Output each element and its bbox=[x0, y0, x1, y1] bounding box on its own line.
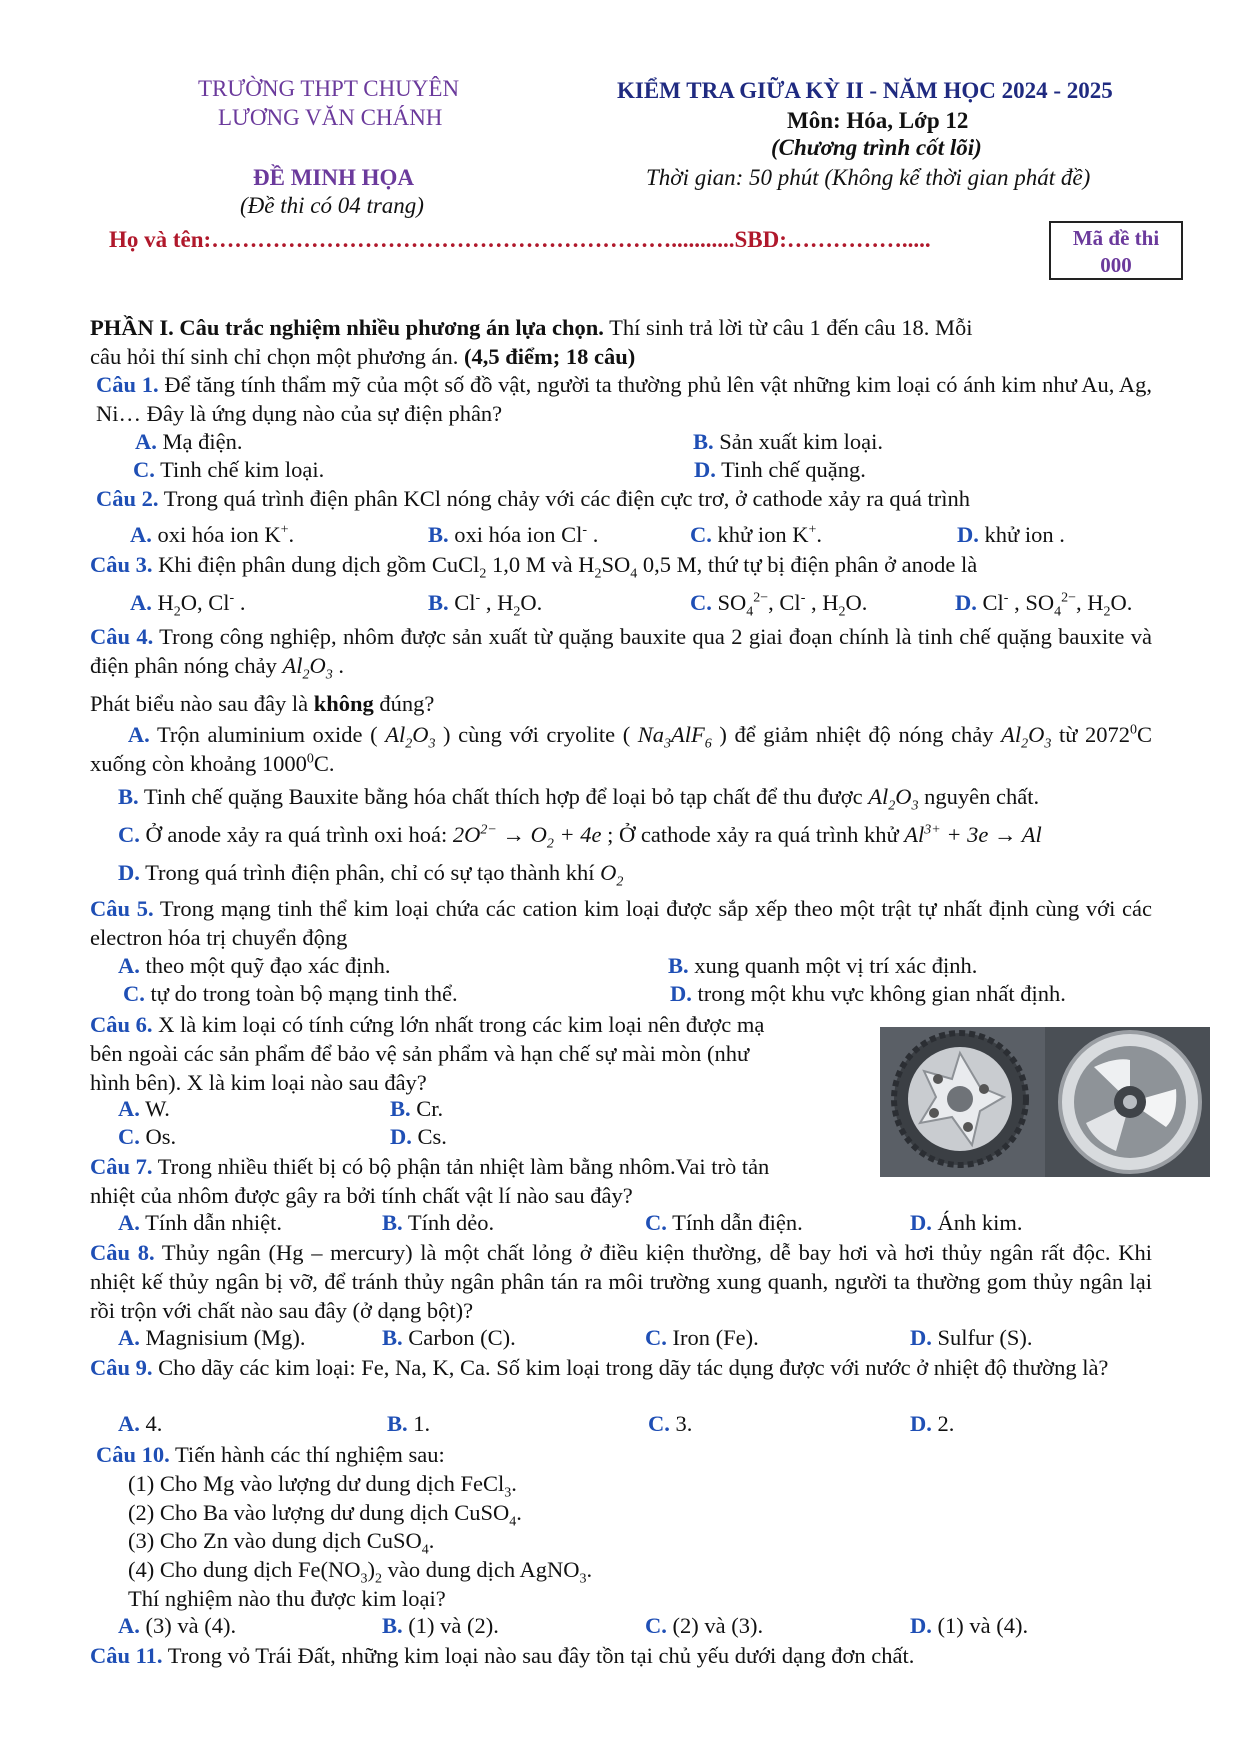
page-count: (Đề thi có 04 trang) bbox=[240, 193, 424, 218]
q5-option-b[interactable]: B. xung quanh một vị trí xác định. bbox=[668, 953, 978, 978]
question-10: Câu 10. Tiến hành các thí nghiệm sau: bbox=[96, 1442, 445, 1467]
q6-option-d[interactable]: D. Cs. bbox=[390, 1124, 447, 1149]
q10-option-a[interactable]: A. (3) và (4). bbox=[118, 1613, 237, 1638]
q10-experiment-1: (1) Cho Mg vào lượng dư dung dịch FeCl$_3$. bbox=[128, 1471, 517, 1501]
q5-option-d[interactable]: D. trong một khu vực không gian nhất định. bbox=[670, 981, 1066, 1006]
part1-intro: PHẦN I. Câu trắc nghiệm nhiều phương án lựa chọn. Thí sinh trả lời từ câu 1 đến câu 18. Mỗi câu hỏi thí sinh chỉ chọn một phương án. (4,5 điểm; 18 câu) bbox=[90, 315, 973, 369]
exam-code-value: 000 bbox=[1100, 253, 1132, 277]
question-1: Câu 1. Để tăng tính thẩm mỹ của một số đồ vật, người ta thường phủ lên vật những kim loại có ánh kim như Au, Ag, Ni… Đây là ứng dụng nào của sự điện phân? bbox=[96, 372, 1152, 426]
q10-stem: Thí nghiệm nào thu được kim loại? bbox=[128, 1586, 446, 1611]
q6-option-a[interactable]: A. W. bbox=[118, 1096, 170, 1121]
q10-option-d[interactable]: D. (1) và (4). bbox=[910, 1613, 1029, 1638]
q10-option-c[interactable]: C. (2) và (3). bbox=[645, 1613, 764, 1638]
q7-option-b[interactable]: B. Tính dẻo. bbox=[382, 1210, 495, 1235]
q9-option-a[interactable]: A. 4. bbox=[118, 1411, 163, 1436]
school-name-line2: LƯƠNG VĂN CHÁNH bbox=[218, 105, 443, 130]
q4-option-c[interactable]: C. Ở anode xảy ra quá trình oxi hoá: $2O^{2-} \to O_2 + 4e$ ; Ở cathode xảy ra quá trình khử $Al^{3+} + 3e \to Al$ bbox=[118, 822, 1042, 852]
program: (Chương trình cốt lõi) bbox=[771, 135, 982, 160]
sbd-label: SBD: bbox=[734, 227, 787, 252]
q1-option-a[interactable]: A. Mạ điện. bbox=[135, 429, 243, 454]
q10-experiment-4: (4) Cho dung dịch $Fe(NO_3)_2$ vào dung dịch AgNO$_3$. bbox=[128, 1557, 593, 1587]
sbd-dots: ……………..... bbox=[786, 227, 931, 252]
question-9: Câu 9. Cho dãy các kim loại: Fe, Na, K, Ca. Số kim loại trong dãy tác dụng được với nước ở nhiệt độ thường là? bbox=[90, 1355, 1109, 1380]
question-4-stem: Phát biểu nào sau đây là không đúng? bbox=[90, 691, 435, 716]
q5-option-a[interactable]: A. theo một quỹ đạo xác định. bbox=[118, 953, 391, 978]
q5-option-c[interactable]: C. tự do trong toàn bộ mạng tinh thể. bbox=[123, 981, 458, 1006]
q9-option-b[interactable]: B. 1. bbox=[387, 1411, 431, 1436]
q7-option-c[interactable]: C. Tính dẫn điện. bbox=[645, 1210, 803, 1235]
q4-option-d[interactable]: D. Trong quá trình điện phân, chỉ có sự tạo thành khí $O_2$ bbox=[118, 860, 624, 890]
exam-code-label: Mã đề thi bbox=[1072, 226, 1160, 250]
q4-option-a[interactable]: A. Trộn aluminium oxide ( $Al_2O_3$ ) cùng với cryolite ( $Na_3AlF_6$ ) để giảm nhiệt độ nóng chảy $Al_2O_3$ từ 2072$^0$C xuống còn khoảng 1000$^0$C. bbox=[90, 722, 1152, 776]
chrome-parts-photo bbox=[880, 1027, 1210, 1177]
q8-option-d[interactable]: D. Sulfur (S). bbox=[910, 1325, 1033, 1350]
exam-title: KIỂM TRA GIỮA KỲ II - NĂM HỌC 2024 - 2025 bbox=[617, 78, 1113, 103]
q1-option-b[interactable]: B. Sản xuất kim loại. bbox=[693, 429, 883, 454]
school-name-line1: TRƯỜNG THPT CHUYÊN bbox=[198, 76, 460, 101]
q10-option-b[interactable]: B. (1) và (2). bbox=[382, 1613, 499, 1638]
question-8: Câu 8. Thủy ngân (Hg – mercury) là một chất lỏng ở điều kiện thường, dễ bay hơi và hơi thủy ngân rất độc. Khi nhiệt kế thủy ngân bị vỡ, để tránh thủy ngân phân tán ra môi trường xung quanh, người ta thường gom thủy ngân lại rồi trộn với chất nào sau đây (ở dạng bột)? bbox=[90, 1240, 1153, 1323]
q7-option-a[interactable]: A. Tính dẫn nhiệt. bbox=[118, 1210, 282, 1235]
q10-experiment-3: (3) Cho Zn vào dung dịch CuSO$_4$. bbox=[128, 1528, 435, 1558]
question-2: Câu 2. Trong quá trình điện phân KCl nóng chảy với các điện cực trơ, ở cathode xảy ra quá trình bbox=[96, 486, 970, 511]
exam-time: Thời gian: 50 phút (Không kể thời gian phát đề) bbox=[646, 165, 1091, 190]
subject: Môn: Hóa, Lớp 12 bbox=[787, 108, 969, 133]
q2-option-d[interactable]: D. khử ion . bbox=[957, 522, 1065, 547]
q6-option-c[interactable]: C. Os. bbox=[118, 1124, 177, 1149]
name-label: Họ và tên: bbox=[109, 227, 212, 252]
q4-option-b[interactable]: B. Tinh chế quặng Bauxite bằng hóa chất thích hợp để loại bỏ tạp chất để thu được $Al_2O_3$ nguyên chất. bbox=[118, 784, 1040, 814]
question-5: Câu 5. Trong mạng tinh thể kim loại chứa các cation kim loại được sắp xếp theo một trật tự nhất định cùng với các electron hóa trị chuyển động bbox=[90, 896, 1152, 950]
q8-option-a[interactable]: A. Magnisium (Mg). bbox=[118, 1325, 306, 1350]
question-6: Câu 6. X là kim loại có tính cứng lớn nhất trong các kim loại nên được mạ bên ngoài các sản phẩm để bảo vệ sản phẩm và hạn chế sự mài mòn (như hình bên). X là kim loại nào sau đây? bbox=[90, 1012, 765, 1095]
q3-option-d[interactable]: D. Cl- , $SO_4^{2-}$, $H_2O$. bbox=[955, 590, 1133, 620]
q1-option-c[interactable]: C. Tinh chế kim loại. bbox=[133, 457, 325, 482]
question-3: Câu 3. Khi điện phân dung dịch gồm CuCl$_2$ 1,0 M và $H_2SO_4$ 0,5 M, thứ tự bị điện phân ở anode là bbox=[90, 552, 978, 582]
question-11: Câu 11. Trong vỏ Trái Đất, những kim loại nào sau đây tồn tại chủ yếu dưới dạng đơn chất. bbox=[90, 1643, 915, 1668]
q10-experiment-2: (2) Cho Ba vào lượng dư dung dịch CuSO$_4$. bbox=[128, 1500, 522, 1530]
name-dots: ……………………………………………………........... bbox=[211, 227, 735, 252]
q9-option-c[interactable]: C. 3. bbox=[648, 1411, 693, 1436]
q3-option-a[interactable]: A. $H_2O$, Cl- . bbox=[130, 590, 246, 620]
part1-title: PHẦN I. Câu trắc nghiệm nhiều phương án lựa chọn. bbox=[90, 315, 604, 340]
q2-option-c[interactable]: C. khử ion K+. bbox=[690, 522, 822, 547]
q8-option-b[interactable]: B. Carbon (C). bbox=[382, 1325, 516, 1350]
part1-points: (4,5 điểm; 18 câu) bbox=[464, 344, 636, 369]
q3-option-c[interactable]: C. $SO_4^{2-}$, Cl- , $H_2O$. bbox=[690, 590, 868, 620]
chrome-parts-illustration bbox=[880, 1027, 1210, 1177]
student-info-line bbox=[109, 227, 931, 253]
q1-option-d[interactable]: D. Tinh chế quặng. bbox=[694, 457, 866, 482]
exam-code-box bbox=[1049, 221, 1183, 280]
q8-option-c[interactable]: C. Iron (Fe). bbox=[645, 1325, 759, 1350]
q2-option-a[interactable]: A. oxi hóa ion K+. bbox=[130, 522, 295, 547]
q3-option-b[interactable]: B. Cl- , $H_2O$. bbox=[428, 590, 543, 620]
q2-option-b[interactable]: B. oxi hóa ion Cl- . bbox=[428, 522, 599, 547]
q9-option-d[interactable]: D. 2. bbox=[910, 1411, 955, 1436]
q6-option-b[interactable]: B. Cr. bbox=[390, 1096, 444, 1121]
question-4: Câu 4. Trong công nghiệp, nhôm được sản xuất từ quặng bauxite qua 2 giai đoạn chính là tinh chế quặng bauxite và điện phân nóng chảy $Al_2O_3$ . bbox=[90, 624, 1152, 683]
draft-label: ĐỀ MINH HỌA bbox=[253, 165, 414, 190]
q7-option-d[interactable]: D. Ánh kim. bbox=[910, 1210, 1023, 1235]
question-7: Câu 7. Trong nhiều thiết bị có bộ phận tản nhiệt làm bằng nhôm.Vai trò tản nhiệt của nhôm được gây ra bởi tính chất vật lí nào sau đây? bbox=[90, 1154, 770, 1208]
